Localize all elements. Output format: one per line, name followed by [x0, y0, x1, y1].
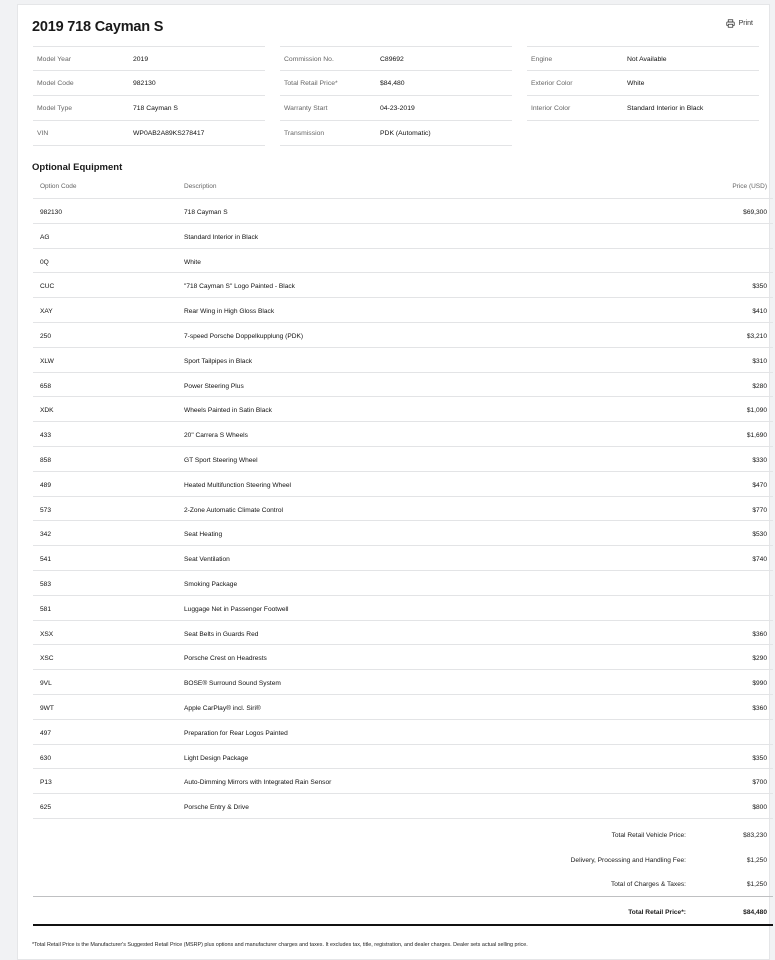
table-row: [33, 348, 773, 373]
table-row: [33, 249, 773, 274]
table-row: [33, 596, 773, 621]
description-cell: Seat Belts in Guards Red: [184, 630, 259, 638]
spec-label: Model Year: [37, 56, 72, 63]
option-code-cell: 581: [40, 605, 52, 613]
spec-value: C89692: [380, 56, 404, 63]
option-code-cell: 342: [40, 531, 52, 539]
spec-label: Commission No.: [284, 56, 334, 63]
spec-row: [527, 96, 759, 121]
table-row: [33, 645, 773, 670]
spec-row: [527, 71, 759, 96]
spec-label: Engine: [531, 56, 553, 63]
option-code-cell: 541: [40, 556, 52, 564]
spec-row: [33, 71, 265, 96]
option-code-cell: XSX: [40, 630, 54, 638]
option-code-cell: XDK: [40, 407, 54, 415]
table-row: [33, 447, 773, 472]
total-vehicle-price-label: Total Retail Vehicle Price:: [611, 832, 686, 839]
spec-column-3: [527, 46, 759, 121]
price-cell: $69,300: [743, 209, 767, 216]
price-cell: $410: [752, 308, 767, 316]
option-code-cell: 489: [40, 481, 52, 489]
total-vehicle-price-value: $83,230: [743, 832, 767, 839]
description-cell: Preparation for Rear Logos Painted: [184, 729, 288, 737]
spec-label: Interior Color: [531, 105, 571, 112]
option-code-cell: AG: [40, 233, 50, 241]
table-row: [33, 794, 773, 819]
description-cell: 718 Cayman S: [184, 209, 228, 216]
option-code-cell: 625: [40, 804, 52, 812]
price-cell: $3,210: [746, 332, 767, 340]
price-cell: $700: [752, 779, 767, 787]
spec-value: 982130: [133, 80, 156, 87]
table-row: [33, 497, 773, 522]
description-cell: Wheels Painted in Satin Black: [184, 407, 272, 415]
option-code-cell: 573: [40, 506, 52, 514]
price-cell: $990: [752, 680, 767, 688]
description-cell: 20" Carrera S Wheels: [184, 432, 248, 440]
spec-value: PDK (Automatic): [380, 130, 431, 137]
total-vehicle-price-row: [33, 823, 773, 848]
description-cell: Sport Tailpipes in Black: [184, 357, 253, 365]
spec-value: WP0AB2A89KS278417: [133, 130, 205, 137]
price-cell: $330: [752, 456, 767, 464]
total-retail-price-row: [33, 899, 773, 926]
description-cell: "718 Cayman S" Logo Painted - Black: [184, 283, 295, 291]
option-code-cell: 630: [40, 754, 52, 762]
option-code-cell: XAY: [40, 308, 53, 316]
spec-row: [527, 46, 759, 71]
description-cell: Apple CarPlay® incl. Siri®: [184, 704, 261, 712]
description-cell: Rear Wing in High Gloss Black: [184, 308, 275, 316]
option-code-cell: 9VL: [40, 680, 52, 688]
option-code-cell: 658: [40, 382, 52, 390]
spec-row: [33, 121, 265, 146]
description-cell: Seat Ventilation: [184, 556, 230, 564]
price-cell: $360: [752, 704, 767, 712]
table-row: [33, 224, 773, 249]
price-cell: $740: [752, 556, 767, 564]
description-cell: 2-Zone Automatic Climate Control: [184, 506, 283, 514]
table-row: [33, 521, 773, 546]
spec-label: VIN: [37, 130, 49, 137]
option-code-cell: 9WT: [40, 704, 54, 712]
option-code-cell: 0Q: [40, 258, 49, 266]
option-code-cell: 982130: [40, 209, 63, 216]
spec-label: Exterior Color: [531, 80, 573, 87]
description-cell: Power Steering Plus: [184, 382, 244, 390]
spec-label: Transmission: [284, 130, 325, 137]
option-code-cell: 497: [40, 729, 52, 737]
price-cell: $310: [752, 357, 767, 365]
description-cell: Porsche Entry & Drive: [184, 804, 249, 812]
table-header: [33, 175, 773, 199]
spec-label: Model Type: [37, 105, 73, 112]
delivery-fee-row: [33, 848, 773, 873]
total-retail-price-label: Total Retail Price*:: [628, 908, 686, 916]
printer-icon: [726, 19, 735, 28]
spec-value: 718 Cayman S: [133, 105, 178, 112]
optional-equipment-title: Optional Equipment: [32, 162, 123, 173]
vehicle-summary-card: [17, 4, 770, 960]
table-row: [33, 397, 773, 422]
total-retail-price-value: $84,480: [743, 908, 767, 916]
table-row: [33, 199, 773, 224]
price-cell: $1,690: [746, 432, 767, 440]
table-row: [33, 695, 773, 720]
option-code-cell: XLW: [40, 357, 54, 365]
price-cell: $530: [752, 531, 767, 539]
table-row: [33, 273, 773, 298]
table-row: [33, 745, 773, 770]
spec-row: [280, 121, 512, 146]
option-code-cell: 858: [40, 456, 52, 464]
description-cell: Seat Heating: [184, 531, 223, 539]
description-cell: Luggage Net in Passenger Footwell: [184, 605, 289, 613]
table-row: [33, 298, 773, 323]
description-cell: Heated Multifunction Steering Wheel: [184, 481, 292, 489]
spec-label: Model Code: [37, 80, 74, 87]
table-row: [33, 621, 773, 646]
price-cell: $470: [752, 481, 767, 489]
option-code-cell: CUC: [40, 283, 55, 291]
total-charges-value: $1,250: [746, 881, 767, 889]
spec-row: [33, 46, 265, 71]
spec-value: Standard Interior in Black: [627, 105, 704, 112]
option-code-cell: 583: [40, 580, 52, 588]
page-title: 2019 718 Cayman S: [32, 19, 164, 35]
spec-value: $84,480: [380, 80, 405, 87]
table-body: [33, 199, 773, 819]
table-row: [33, 571, 773, 596]
total-charges-row: [33, 872, 773, 897]
description-cell: Auto-Dimming Mirrors with Integrated Rain Sensor: [184, 779, 332, 787]
description-cell: White: [184, 258, 201, 266]
price-cell: $350: [752, 754, 767, 762]
description-cell: Light Design Package: [184, 754, 249, 762]
total-charges-label: Total of Charges & Taxes:: [610, 881, 686, 889]
print-label: Print: [738, 20, 753, 27]
delivery-fee-label: Delivery, Processing and Handling Fee:: [570, 856, 686, 864]
description-cell: Standard Interior in Black: [184, 233, 259, 241]
table-row: [33, 323, 773, 348]
print-button[interactable]: [726, 19, 753, 28]
description-cell: Smoking Package: [184, 580, 238, 588]
description-cell: 7-speed Porsche Doppelkupplung (PDK): [184, 332, 304, 340]
spec-value: Not Available: [627, 56, 667, 63]
table-row: [33, 720, 773, 745]
price-cell: $1,090: [746, 407, 767, 415]
price-cell: $290: [752, 655, 767, 663]
header-price: Price (USD): [732, 183, 767, 190]
equipment-table: [33, 175, 773, 819]
spec-value: 04-23-2019: [380, 105, 415, 112]
table-row: [33, 670, 773, 695]
option-code-cell: 433: [40, 432, 52, 440]
spec-label: Warranty Start: [284, 105, 328, 112]
table-row: [33, 422, 773, 447]
price-cell: $280: [752, 382, 767, 390]
price-totals: [33, 823, 773, 926]
description-cell: Porsche Crest on Headrests: [184, 655, 267, 663]
spec-column-2: [280, 46, 512, 146]
spec-column-1: [33, 46, 265, 146]
delivery-fee-value: $1,250: [746, 856, 767, 864]
spec-row: [280, 46, 512, 71]
price-cell: $800: [752, 804, 767, 812]
header-option-code: Option Code: [40, 183, 77, 190]
table-row: [33, 472, 773, 497]
price-cell: $350: [752, 283, 767, 291]
description-cell: GT Sport Steering Wheel: [184, 456, 258, 464]
option-code-cell: 250: [40, 332, 52, 340]
spec-row: [280, 71, 512, 96]
spec-row: [33, 96, 265, 121]
spec-value: White: [627, 80, 645, 87]
description-cell: BOSE® Surround Sound System: [184, 680, 281, 688]
table-row: [33, 546, 773, 571]
table-row: [33, 373, 773, 398]
price-cell: $770: [752, 506, 767, 514]
spec-label: Total Retail Price*: [284, 80, 338, 87]
price-cell: $360: [752, 630, 767, 638]
option-code-cell: P13: [40, 779, 52, 787]
header-description: Description: [184, 183, 217, 190]
spec-value: 2019: [133, 56, 149, 63]
spec-row: [280, 96, 512, 121]
price-footnote: *Total Retail Price is the Manufacturer's Suggested Retail Price (MSRP) plus options and manufacturer charges and taxes. It excludes tax, title, registration, and dealer charges. Dealer sets actual selling price.: [32, 942, 528, 948]
table-row: [33, 769, 773, 794]
option-code-cell: XSC: [40, 655, 54, 663]
